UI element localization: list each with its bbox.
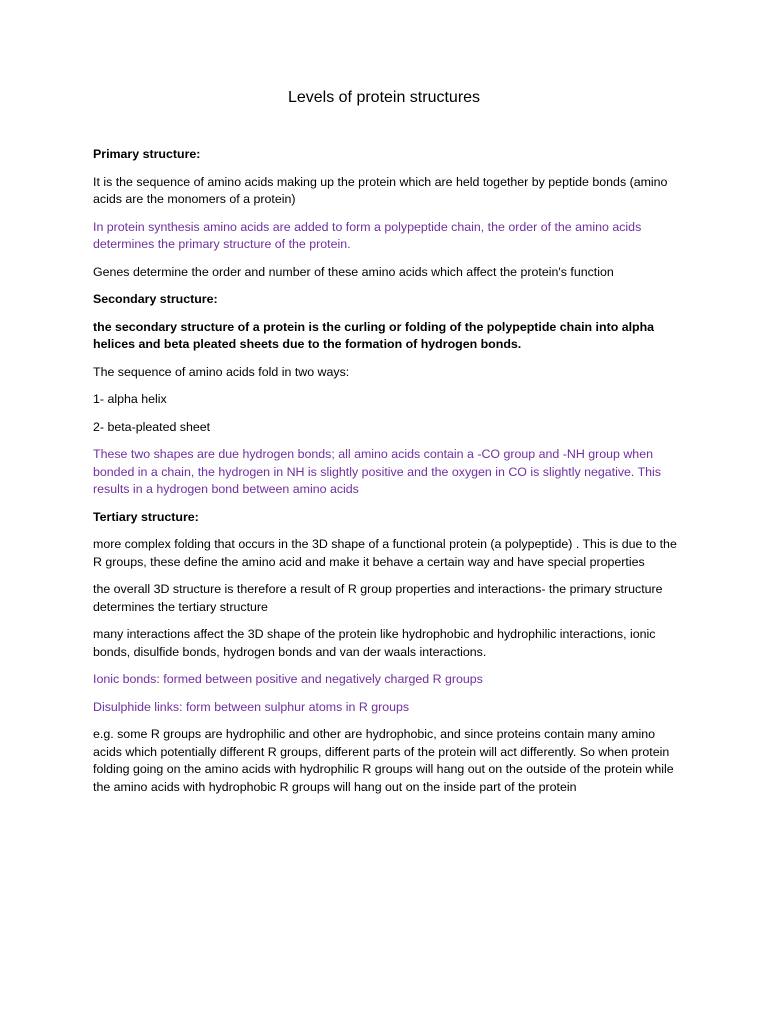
paragraph-genes: Genes determine the order and number of these amino acids which affect the protein's function — [93, 264, 614, 279]
paragraph-primary-definition: It is the sequence of amino acids making up the protein which are held together by peptide bonds (amino acids are the monomers of a protein) — [93, 174, 668, 206]
heading-tertiary-structure: Tertiary structure: — [93, 509, 199, 524]
paragraph-ionic-bonds: Ionic bonds: formed between positive and negatively charged R groups — [93, 672, 483, 686]
paragraph-r-groups-example: e.g. some R groups are hydrophilic and other are hydrophobic, and since proteins contain many amino acids which potentially different R groups, different parts of the protein will act differently. So when protein folding going on the amino acids with hydrophilic R groups will hang out on the outside of the protein while the amino acids with hydrophobic R groups will hang out on the inside part of the protein — [93, 727, 674, 794]
paragraph-tertiary-folding: more complex folding that occurs in the 3D shape of a functional protein (a polypeptide) . This is due to the R groups, these define the amino acid and make it behave a certain way and have special properties — [93, 537, 677, 569]
list-item-alpha-helix: 1- alpha helix — [93, 392, 167, 406]
paragraph-protein-synthesis: In protein synthesis amino acids are added to form a polypeptide chain, the order of the amino acids determines the primary structure of the protein. — [93, 219, 642, 251]
document-body — [93, 146, 677, 806]
document-title: Levels of protein structures — [287, 89, 481, 106]
list-item-beta-sheet: 2- beta-pleated sheet — [93, 419, 211, 434]
heading-secondary-structure: Secondary structure: — [93, 292, 218, 306]
paragraph-overall-3d: the overall 3D structure is therefore a result of R group properties and interactions- the primary structure determines the tertiary structure — [93, 582, 663, 614]
heading-primary-structure: Primary structure: — [93, 147, 201, 161]
paragraph-fold-two-ways: The sequence of amino acids fold in two ways: — [93, 364, 350, 379]
paragraph-secondary-definition: the secondary structure of a protein is the curling or folding of the polypeptide chain into alpha helices and beta pleated sheets due to the formation of hydrogen bonds. — [93, 319, 655, 351]
paragraph-interactions: many interactions affect the 3D shape of the protein like hydrophobic and hydrophilic interactions, ionic bonds, disulfide bonds, hydrogen bonds and van der waals interactions. — [93, 627, 656, 659]
paragraph-disulphide-links: Disulphide links: form between sulphur atoms in R groups — [93, 699, 410, 714]
paragraph-hydrogen-bonds: These two shapes are due hydrogen bonds; all amino acids contain a -CO group and -NH group when bonded in a chain, the hydrogen in NH is slightly positive and the oxygen in CO is slightly negative. This results in a hydrogen bond between amino acids — [93, 447, 661, 496]
